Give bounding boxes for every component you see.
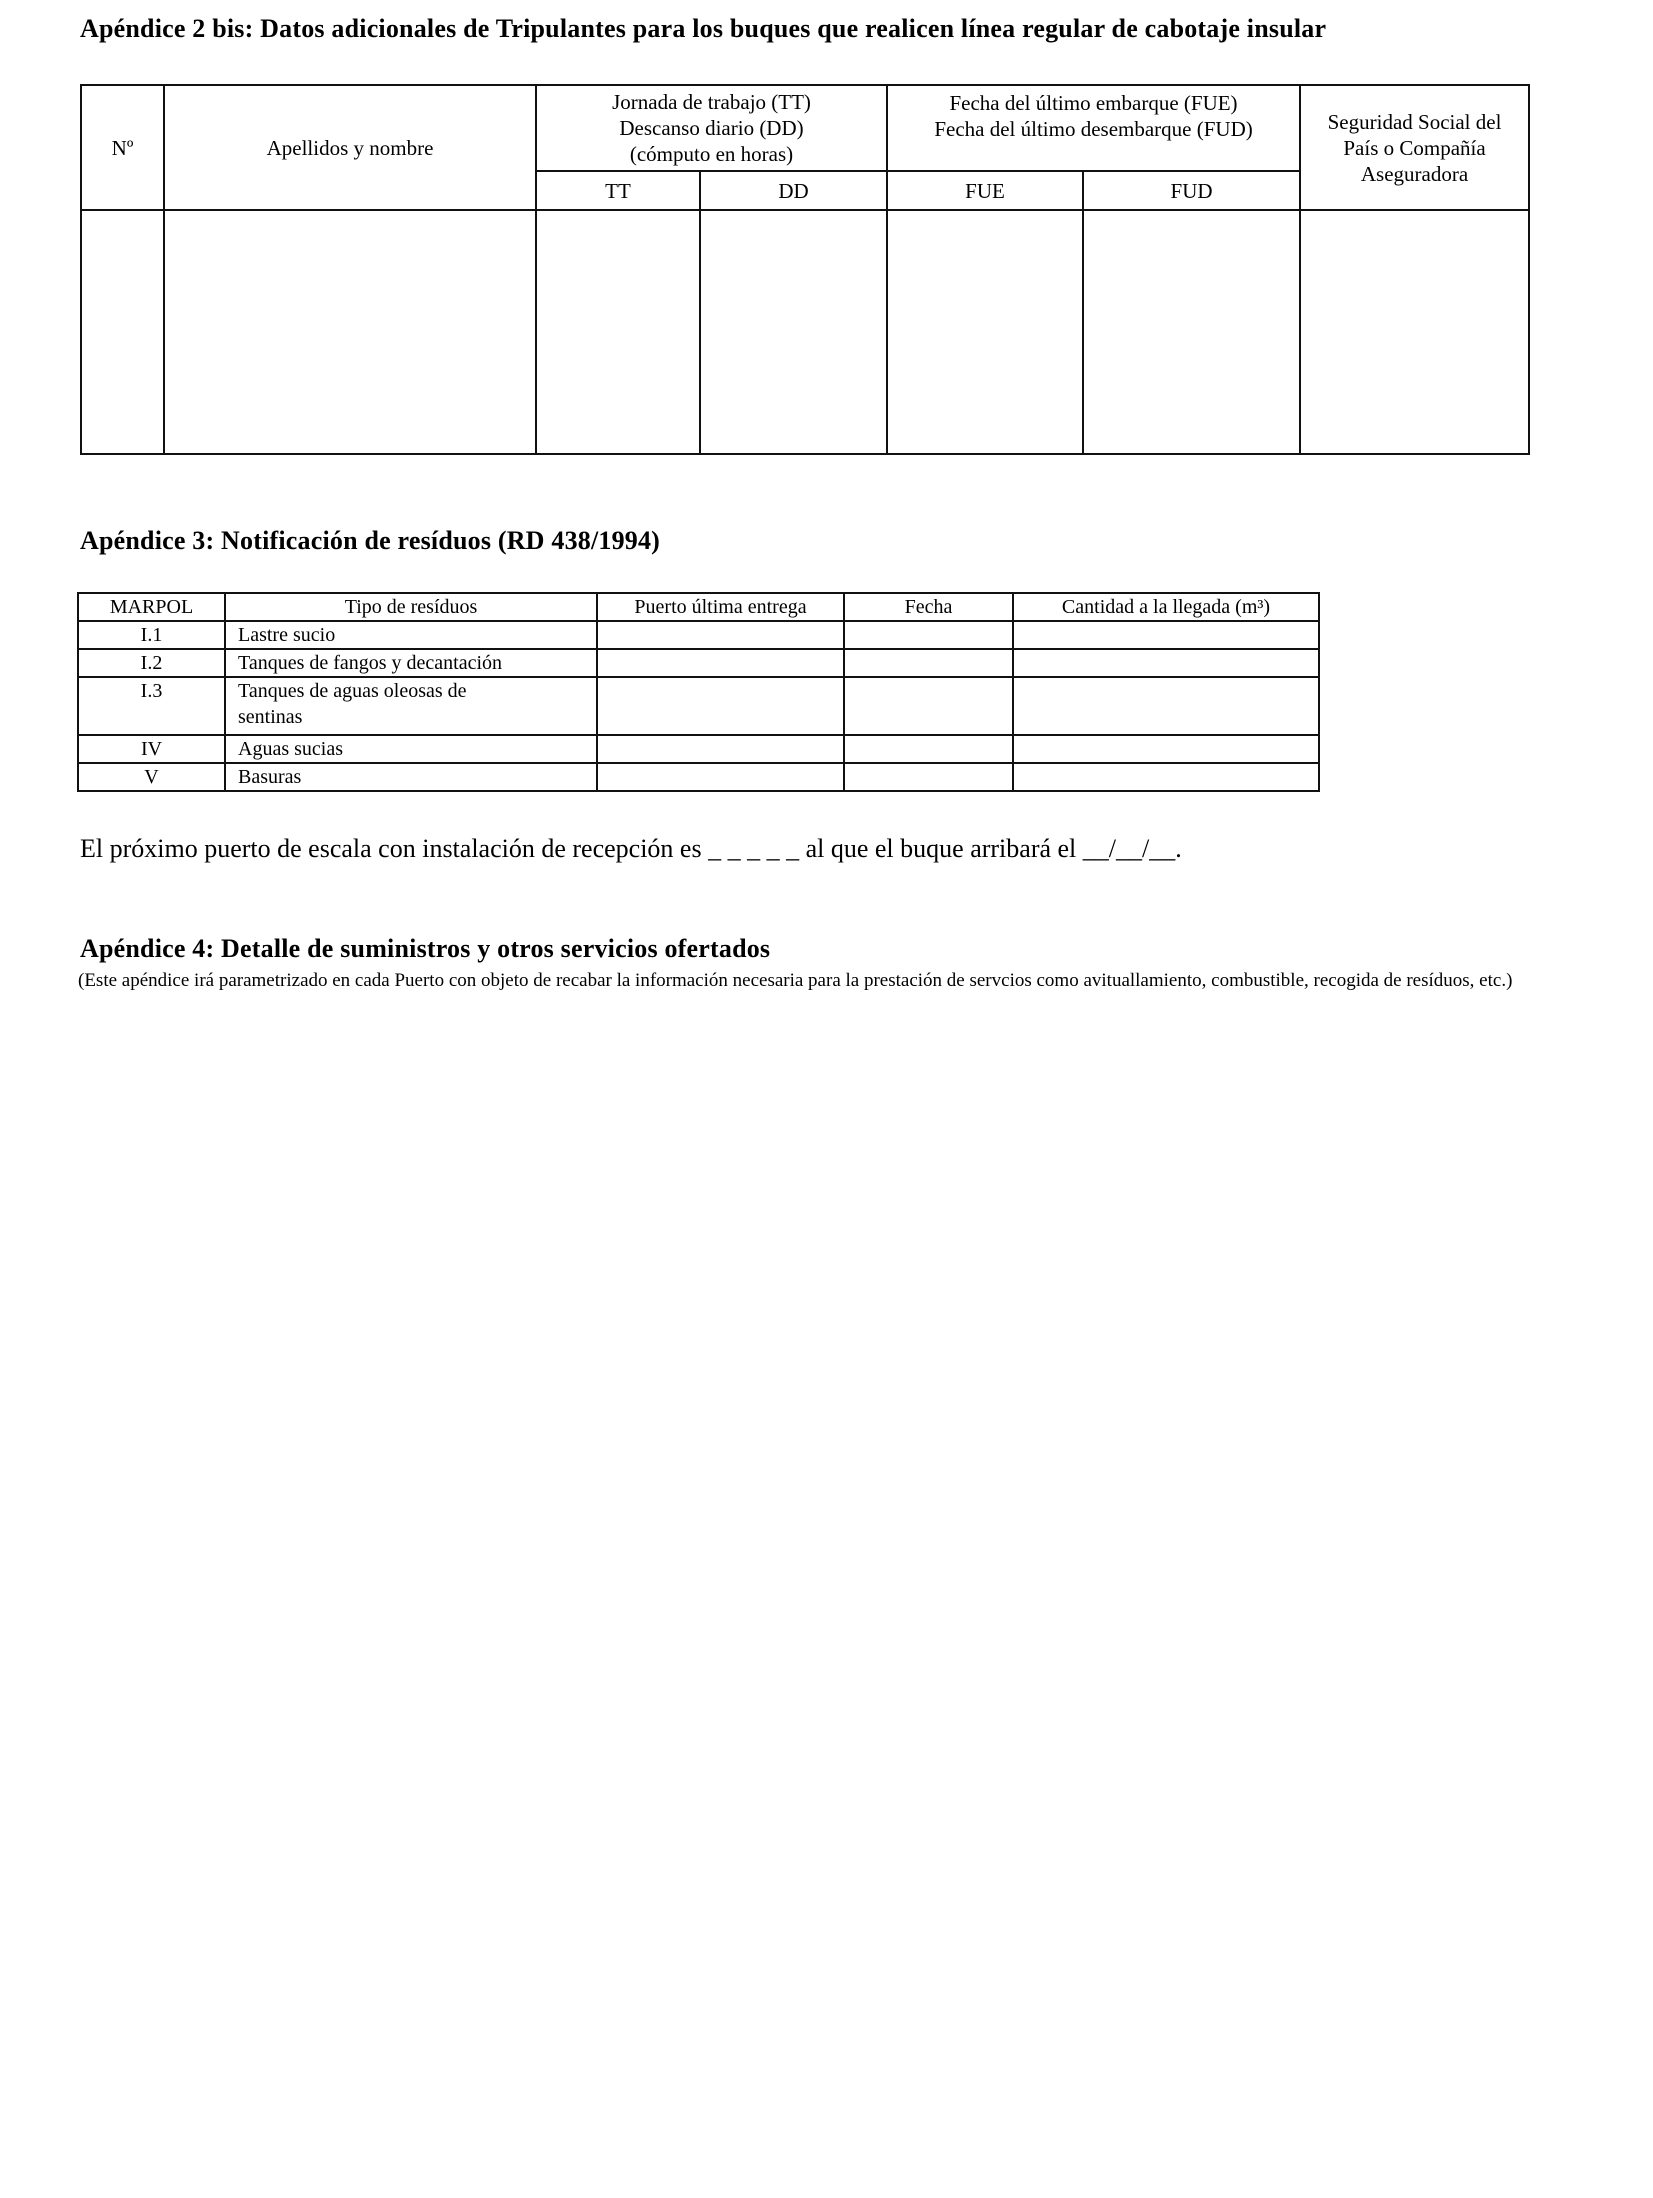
jornada-line-1: Jornada de trabajo (TT): [612, 90, 811, 114]
col-header-fecha: [887, 85, 1300, 171]
apendice2-title: Apéndice 2 bis: Datos adicionales de Tripulantes para los buques que realicen línea regular de cabotaje insular: [80, 14, 1327, 43]
marpol-cell: I.3: [78, 677, 225, 735]
fecha-cell[interactable]: [844, 677, 1013, 735]
puerto-cell[interactable]: [597, 621, 844, 649]
waste-header-fecha: Fecha: [844, 593, 1013, 621]
entry-tt-cell[interactable]: [536, 210, 700, 454]
waste-header-marpol: MARPOL: [78, 593, 225, 621]
subheader-tt: TT: [536, 171, 700, 210]
waste-table: [77, 592, 1320, 792]
tipo-line-2: sentinas: [238, 706, 303, 728]
fecha-cell[interactable]: [844, 763, 1013, 791]
apendice4-note: (Este apéndice irá parametrizado en cada Puerto con objeto de recabar la información necesaria para la prestación de servcios como avituallamiento, combustible, recogida de resíduos, etc.): [78, 970, 1513, 991]
fecha-line-1: Fecha del último embarque (FUE): [949, 91, 1238, 115]
marpol-cell: I.2: [78, 649, 225, 677]
puerto-cell[interactable]: [597, 763, 844, 791]
marpol-cell: V: [78, 763, 225, 791]
apendice3-title: Apéndice 3: Notificación de resíduos (RD 438/1994): [80, 526, 661, 555]
waste-row: [78, 621, 1319, 649]
col-header-num: Nº: [81, 85, 164, 210]
cantidad-cell[interactable]: [1013, 735, 1319, 763]
tipo-cell: Lastre sucio: [225, 621, 597, 649]
subheader-fud: FUD: [1083, 171, 1300, 210]
cantidad-cell[interactable]: [1013, 763, 1319, 791]
fecha-line-2: Fecha del último desembarque (FUD): [934, 117, 1253, 141]
cantidad-cell[interactable]: [1013, 649, 1319, 677]
tipo-cell: Tanques de fangos y decantación: [225, 649, 597, 677]
entry-dd-cell[interactable]: [700, 210, 887, 454]
seguridad-line-1: Seguridad Social del: [1327, 109, 1502, 134]
puerto-cell[interactable]: [597, 677, 844, 735]
cantidad-cell[interactable]: [1013, 621, 1319, 649]
fecha-cell[interactable]: [844, 735, 1013, 763]
cantidad-cell[interactable]: [1013, 677, 1319, 735]
puerto-cell[interactable]: [597, 649, 844, 677]
waste-row: [78, 735, 1319, 763]
apendice4-title: Apéndice 4: Detalle de suministros y otros servicios ofertados: [80, 934, 771, 963]
waste-header-cantidad: Cantidad a la llegada (m³): [1013, 593, 1319, 621]
fecha-cell[interactable]: [844, 649, 1013, 677]
waste-header-puerto: Puerto última entrega: [597, 593, 844, 621]
next-port-sentence: El próximo puerto de escala con instalación de recepción es _ _ _ _ _ al que el buque arribará el __/__/__.: [80, 834, 1182, 863]
entry-fue-cell[interactable]: [887, 210, 1083, 454]
tipo-cell: Basuras: [225, 763, 597, 791]
waste-row: [78, 763, 1319, 791]
marpol-cell: IV: [78, 735, 225, 763]
col-header-jornada: [536, 85, 887, 171]
waste-header-tipo: Tipo de resíduos: [225, 593, 597, 621]
seguridad-line-3: Aseguradora: [1360, 161, 1469, 186]
tipo-cell: [225, 677, 597, 735]
puerto-cell[interactable]: [597, 735, 844, 763]
fecha-cell[interactable]: [844, 621, 1013, 649]
waste-row: [78, 649, 1319, 677]
jornada-line-2: Descanso diario (DD): [619, 116, 804, 140]
subheader-fue: FUE: [887, 171, 1083, 210]
crew-table: [80, 84, 1530, 455]
jornada-line-3: (cómputo en horas): [629, 142, 794, 166]
marpol-cell: I.1: [78, 621, 225, 649]
entry-seguridad-cell[interactable]: [1300, 210, 1529, 454]
col-header-name: Apellidos y nombre: [164, 85, 536, 210]
waste-row: [78, 677, 1319, 735]
tipo-line-1: Tanques de aguas oleosas de: [238, 680, 467, 702]
tipo-cell: Aguas sucias: [225, 735, 597, 763]
entry-num-cell[interactable]: [81, 210, 164, 454]
seguridad-line-2: País o Compañía: [1343, 135, 1486, 160]
entry-fud-cell[interactable]: [1083, 210, 1300, 454]
subheader-dd: DD: [700, 171, 887, 210]
entry-name-cell[interactable]: [164, 210, 536, 454]
col-header-seguridad: [1300, 85, 1529, 210]
crew-entry-row: [81, 210, 1529, 454]
